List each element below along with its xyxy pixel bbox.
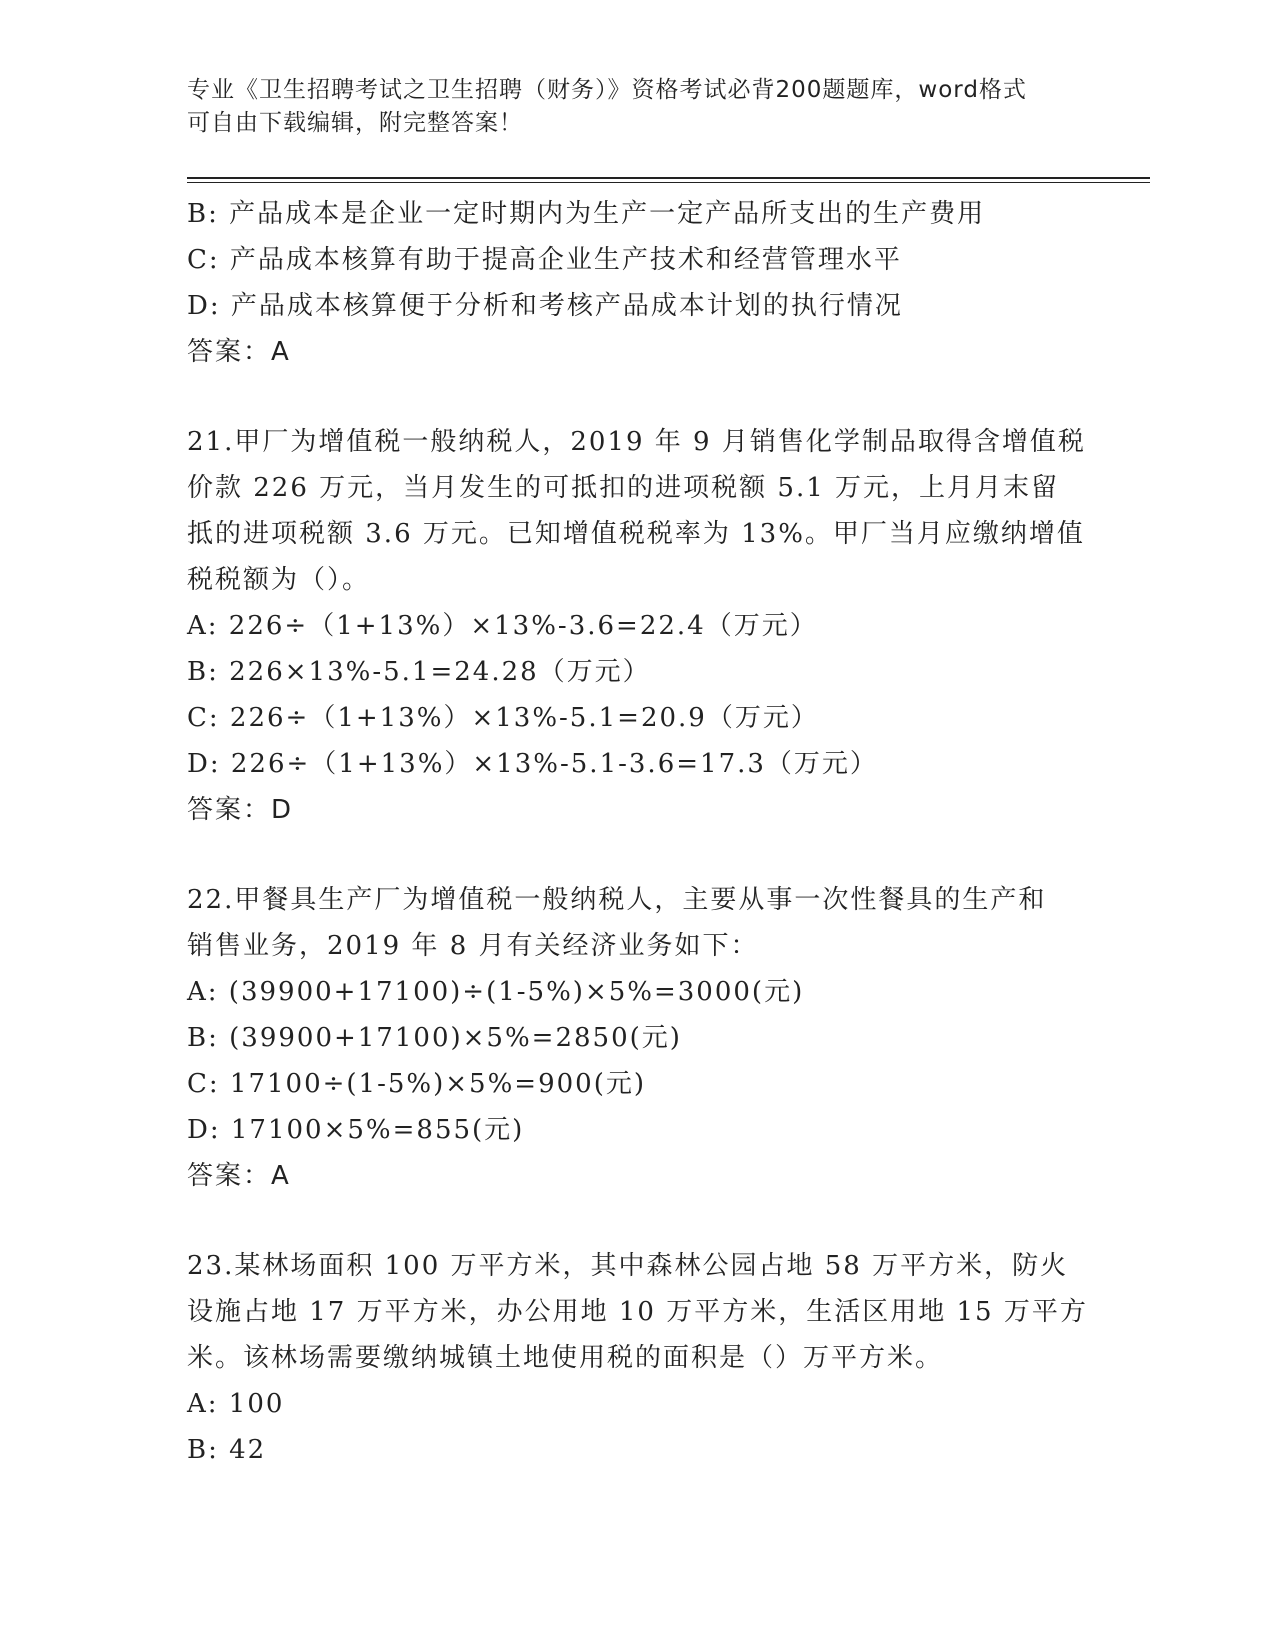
question-text-line: 22.甲餐具生产厂为增值税一般纳税人，主要从事一次性餐具的生产和 [187,885,1047,915]
option-d: D: 226÷（1+13%）×13%-5.1-3.6=17.3（万元） [187,749,878,779]
question-block-21 [187,419,1087,833]
header-divider-thin [187,182,1150,183]
header-divider-thick [187,177,1150,179]
option-b: B: 产品成本是企业一定时期内为生产一定产品所支出的生产费用 [187,199,986,229]
option-c: C: 17100÷(1-5%)×5%=900(元) [187,1069,647,1099]
option-c: C: 226÷（1+13%）×13%-5.1=20.9（万元） [187,703,819,733]
question-text-line: 米。该林场需要缴纳城镇土地使用税的面积是（）万平方米。 [187,1343,944,1373]
header-title-line-2: 可自由下载编辑，附完整答案！ [187,110,523,136]
question-text-line: 23.某林场面积 100 万平方米，其中森林公园占地 58 万平方米，防火 [187,1251,1069,1281]
option-a: A: 226÷（1+13%）×13%-3.6=22.4（万元） [187,611,818,641]
document-header [187,74,1087,140]
answer-line: 答案：A [187,1161,291,1191]
option-b: B: (39900+17100)×5%=2850(元) [187,1023,682,1053]
option-a: A: (39900+17100)÷(1-5%)×5%=3000(元) [187,977,805,1007]
option-c: C: 产品成本核算有助于提高企业生产技术和经营管理水平 [187,245,902,275]
spacer [187,375,1087,419]
option-d: D: 产品成本核算便于分析和考核产品成本计划的执行情况 [187,291,903,321]
option-b: B: 226×13%-5.1=24.28（万元） [187,657,651,687]
question-block-23 [187,1243,1087,1473]
header-title-line-1: 专业《卫生招聘考试之卫生招聘（财务）》资格考试必背200题题库，word格式 [187,77,1027,103]
question-text-line: 销售业务，2019 年 8 月有关经济业务如下： [187,931,759,961]
question-text-line: 抵的进项税额 3.6 万元。已知增值税税率为 13%。甲厂当月应缴纳增值 [187,519,1085,549]
question-text-line: 价款 226 万元，当月发生的可抵扣的进项税额 5.1 万元，上月月末留 [187,473,1060,503]
question-block-22 [187,877,1087,1199]
question-text-line: 21.甲厂为增值税一般纳税人，2019 年 9 月销售化学制品取得含增值税 [187,427,1086,457]
option-a: A: 100 [187,1389,285,1419]
spacer [187,1199,1087,1243]
question-list [187,191,1087,1473]
question-text-line: 税税额为（）。 [187,565,371,595]
option-d: D: 17100×5%=855(元) [187,1115,525,1145]
option-b: B: 42 [187,1435,267,1465]
question-text-line: 设施占地 17 万平方米，办公用地 10 万平方米，生活区用地 15 万平方 [187,1297,1088,1327]
question-block-20 [187,191,1087,375]
answer-line: 答案：A [187,337,291,367]
answer-line: 答案：D [187,795,294,825]
spacer [187,833,1087,877]
